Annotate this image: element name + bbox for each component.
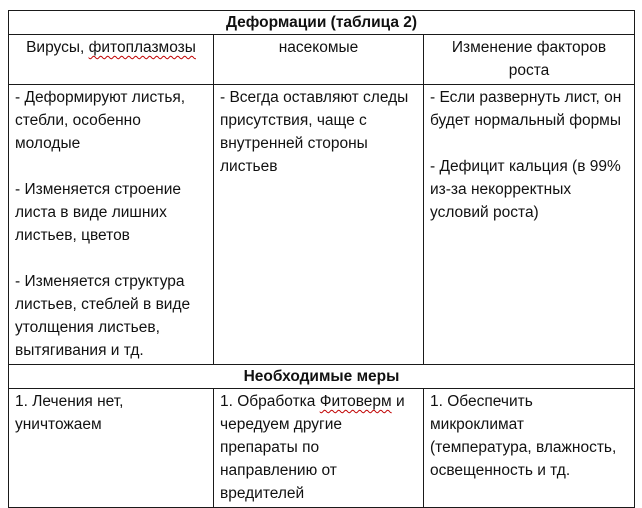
title-row (9, 11, 635, 35)
spellcheck-word: фитоплазмозы (88, 39, 196, 56)
section-title: Необходимые меры (9, 365, 635, 389)
table-title: Деформации (таблица 2) (9, 11, 635, 35)
table-row (9, 85, 635, 365)
list-item: - Изменяется структура листьев, стеблей в виде утолщения листьев, вытягивания и тд. (15, 273, 191, 359)
measure-suffix: и чередуем другие препараты по направлению от вредителей (220, 393, 405, 502)
document-page (8, 10, 635, 508)
list-item: - Всегда оставляют следы присутствия, чаще с внутренней стороны листьев (220, 89, 409, 175)
cell-insects-measures (214, 389, 424, 508)
section-title-row (9, 365, 635, 389)
spellcheck-word: Фитоверм (319, 393, 392, 410)
deformations-table (8, 10, 635, 508)
cell-growth-symptoms (424, 85, 635, 365)
column-header-insects: насекомые (214, 35, 424, 85)
column-header-viruses-prefix: Вирусы, (26, 39, 89, 56)
column-header-viruses (9, 35, 214, 85)
list-item: - Деформируют листья, стебли, особенно молодые (15, 89, 186, 152)
column-header-row (9, 35, 635, 85)
list-item: - Изменяется строение листа в виде лишних листьев, цветов (15, 181, 181, 244)
measure-prefix: 1. Обработка (220, 393, 320, 410)
cell-viruses-symptoms (9, 85, 214, 365)
cell-growth-measures: 1. Обеспечить микроклимат (температура, влажность, освещенность и тд. (424, 389, 635, 508)
table-row (9, 389, 635, 508)
column-header-growth-factors: Изменение факторов роста (424, 35, 635, 85)
list-item: - Дефицит кальция (в 99% из-за некорректных условий роста) (430, 158, 621, 221)
cell-insects-symptoms (214, 85, 424, 365)
list-item: - Если развернуть лист, он будет нормальный формы (430, 89, 622, 129)
cell-viruses-measures: 1. Лечения нет, уничтожаем (9, 389, 214, 508)
